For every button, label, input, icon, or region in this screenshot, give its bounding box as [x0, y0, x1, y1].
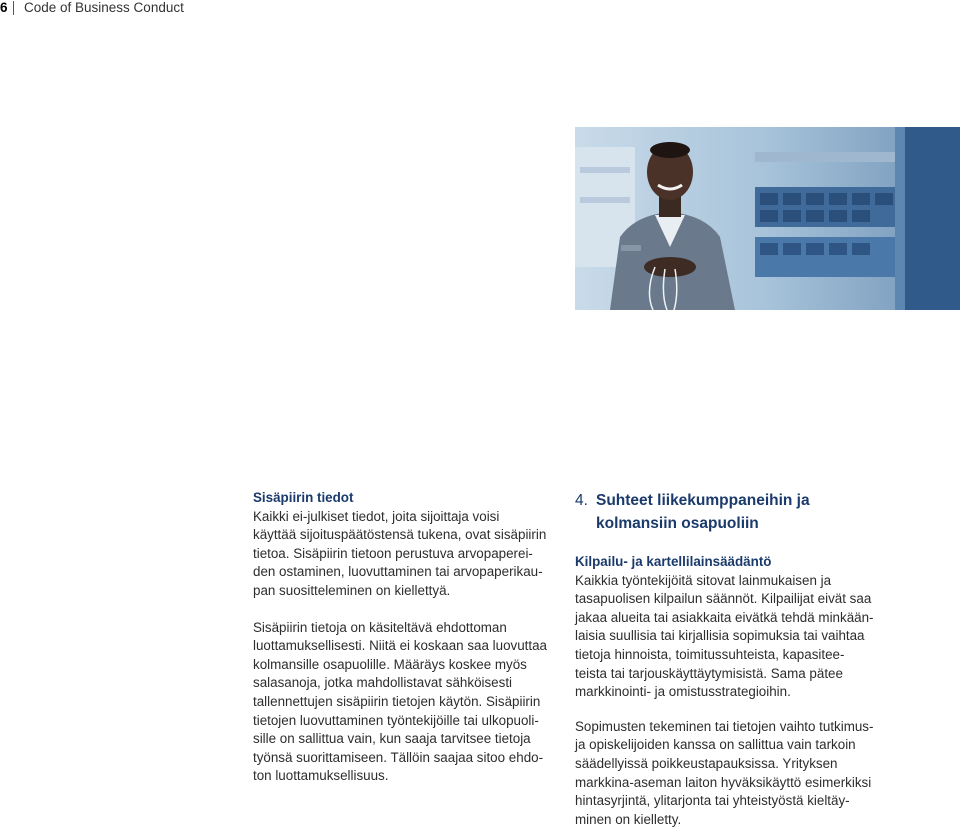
insider-info-paragraph-1 [253, 508, 553, 601]
competition-law-heading: Kilpailu- ja kartellilainsäädäntö [575, 554, 772, 569]
text-line: Sisäpiirin tietoja on käsiteltävä ehdottoman [253, 619, 507, 635]
text-line: pan suositteleminen on kiellettyä. [253, 582, 451, 598]
text-line: tasapuolisen kilpailun säännöt. Kilpailijat eivät saa [575, 591, 872, 607]
text-line: ton luottamuksellisuus. [253, 768, 389, 784]
text-line: jakaa alueita tai asiakkaita eivätkä tehdä minkään- [575, 609, 874, 625]
worker-photo [575, 127, 960, 310]
text-line: hintasyrjintä, ylitarjonta tai yhteistyöstä kieltäy- [575, 793, 850, 809]
header-divider [13, 1, 14, 15]
text-line: den ostaminen, luovuttaminen tai arvopaperikau- [253, 564, 543, 580]
text-line: markkinointi- ja omistusstrategioihin. [575, 684, 791, 700]
section-title [575, 489, 875, 535]
insider-info-heading: Sisäpiirin tiedot [253, 490, 354, 505]
document-title: Code of Business Conduct [24, 0, 184, 15]
right-column [575, 489, 875, 829]
text-line: Sopimusten tekeminen tai tietojen vaihto tutkimus- [575, 718, 874, 734]
text-line: kolmansille osapuolille. Määräys koskee myös [253, 656, 527, 672]
text-line: Kaikki ei-julkiset tiedot, joita sijoittaja voisi [253, 508, 500, 524]
worker-photo-image [575, 127, 960, 310]
text-line: tietoja hinnoista, toimitussuhteista, kapasitee- [575, 646, 845, 662]
text-line: tallennettujen sisäpiirin tietojen käytön. Sisäpiirin [253, 693, 541, 709]
left-column [253, 489, 553, 786]
insider-info-paragraph-2 [253, 619, 553, 786]
text-line: laisia suullisia tai kirjallisia sopimuksia tai vaihtaa [575, 628, 865, 644]
section-title-line: kolmansiin osapuoliin [596, 515, 759, 532]
text-line: säädellyissä poikkeustapauksissa. Yrityksen [575, 755, 838, 771]
text-line: markkina-aseman laiton hyväksikäyttö esimerkiksi [575, 774, 872, 790]
section-title-line: Suhteet liikekumppaneihin ja [596, 492, 810, 509]
competition-paragraph-2 [575, 718, 875, 830]
text-line: teista tai tarjouskäyttäytymisistä. Sama pätee [575, 665, 843, 681]
page-number: 6 [0, 0, 8, 15]
text-line: käyttää sijoituspäätöstensä tukena, ovat sisäpiirin [253, 527, 547, 543]
text-line: tietoa. Sisäpiirin tietoon perustuva arvopaperei- [253, 545, 533, 561]
text-line: Kaikkia työntekijöitä sitovat lainmukaisen ja [575, 572, 832, 588]
section-number: 4. [575, 492, 588, 509]
text-line: minen on kielletty. [575, 811, 682, 827]
text-line: luottamuksellisesti. Niitä ei koskaan saa luovuttaa [253, 638, 547, 654]
text-line: sille on sallittua vain, kun saaja tarvitsee tietoja [253, 731, 531, 747]
competition-paragraph-1 [575, 572, 875, 702]
text-line: tietojen luovuttaminen työntekijöille tai ulkopuoli- [253, 712, 539, 728]
text-line: ja opiskelijoiden kanssa on sallittua vain tarkoin [575, 737, 856, 753]
text-line: työnsä suorittamiseen. Tällöin saajaa sitoo ehdo- [253, 749, 544, 765]
text-line: salasanoja, jotka mahdollistavat sähköisesti [253, 675, 513, 691]
